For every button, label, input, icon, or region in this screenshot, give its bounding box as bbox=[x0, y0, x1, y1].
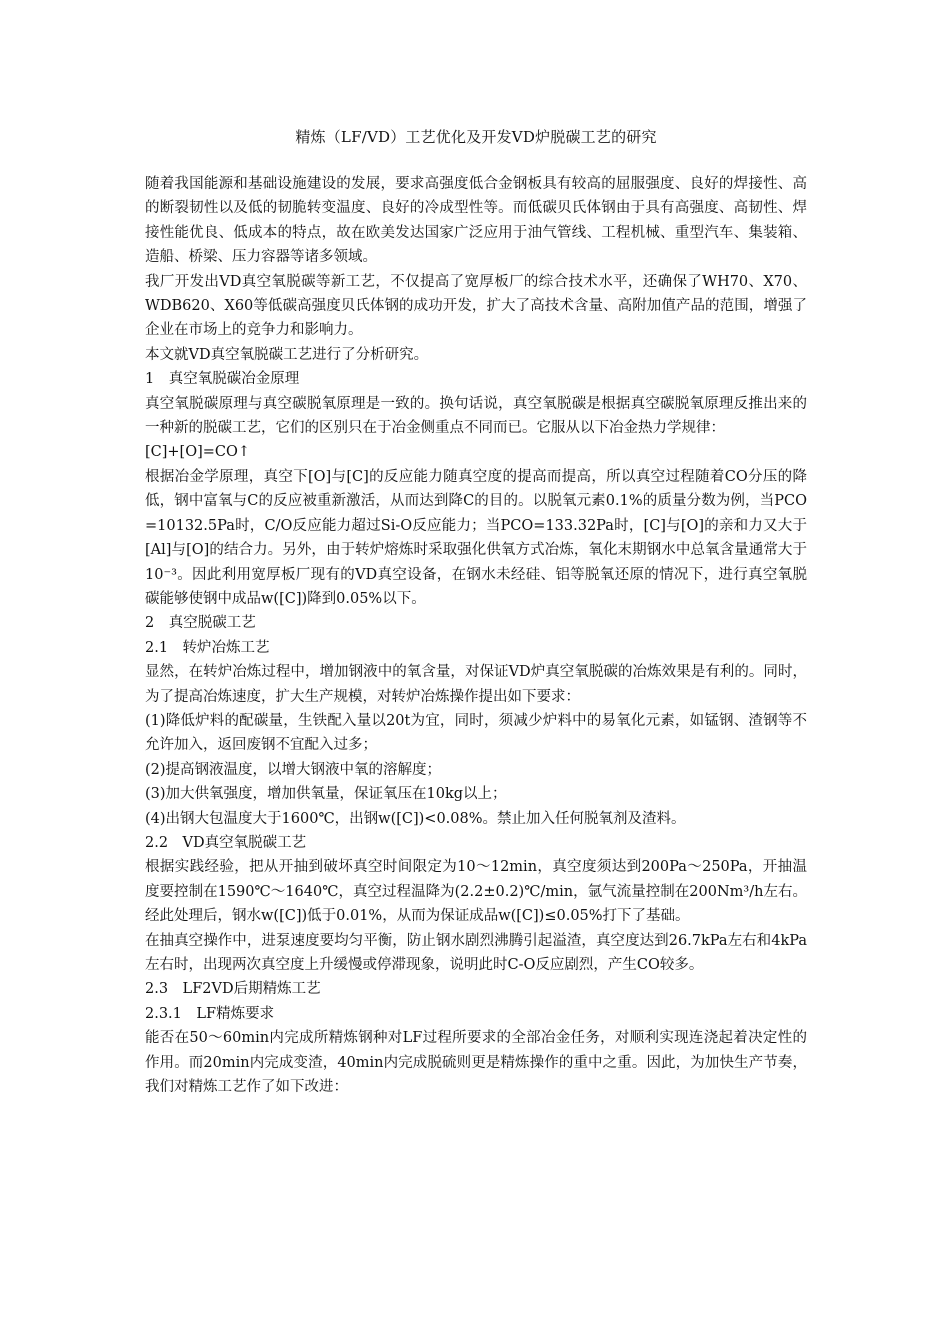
paragraph-development: 我厂开发出VD真空氧脱碳等新工艺，不仅提高了宽厚板厂的综合技术水平，还确保了WH70、X70、WDB620、X60等低碳高强度贝氏体钢的成功开发，扩大了高技术含量、高附加值产品的范围，增强了企业在市场上的竞争力和影响力。 bbox=[145, 273, 807, 339]
paragraph-metallurgy: 根据冶金学原理，真空下[O]与[C]的反应能力随真空度的提高而提高，所以真空过程随着CO分压的降低，钢中富氧与C的反应被重新激活，从而达到降C的目的。以脱氧元素0.1%的质量分数为例，当PCO=10132.5Pa时，C/O反应能力超过Si-O反应能力；当PCO=133.32Pa时，[C]与[O]的亲和力又大于[Al]与[O]的结合力。另外，由于转炉熔炼时采取强化供氧方式冶炼，氧化末期钢水中总氧含量通常大于10⁻³。因此利用宽厚板厂现有的VD真空设备，在钢水未经硅、铝等脱氧还原的情况下，进行真空氧脱碳能够使钢中成品w([C])降到0.05%以下。 bbox=[145, 468, 807, 607]
requirement-item-3: (3)加大供氧强度，增加供氧量，保证氧压在10kg以上； bbox=[145, 786, 507, 803]
equation-line: [C]+[O]=CO↑ bbox=[145, 444, 251, 461]
requirement-item-4: (4)出钢大包温度大于1600℃，出钢w([C])<0.08%。禁止加入任何脱氧剂及渣料。 bbox=[145, 810, 686, 827]
document-body bbox=[145, 172, 807, 1099]
section-heading-2-3: 2.3 LF2VD后期精炼工艺 bbox=[145, 981, 321, 998]
section-heading-2-3-1: 2.3.1 LF精炼要求 bbox=[145, 1005, 275, 1022]
section-heading-2-2: 2.2 VD真空氧脱碳工艺 bbox=[145, 834, 307, 851]
section-heading-2: 2 真空脱碳工艺 bbox=[145, 615, 256, 632]
paragraph-vd-process: 根据实践经验，把从开抽到破坏真空时间限定为10～12min，真空度须达到200Pa～250Pa，开抽温度要控制在1590℃～1640℃，真空过程温降为(2.2±0.2)℃/min，氩气流量控制在200Nm³/h左右。经此处理后，钢水w([C])低于0.01%，从而为保证成品w([C])≤0.05%打下了基础。 bbox=[145, 859, 807, 925]
requirement-item-2: (2)提高钢液温度，以增大钢液中氧的溶解度； bbox=[145, 761, 442, 778]
document-page bbox=[145, 124, 807, 1099]
paragraph-lf-requirements: 能否在50～60min内完成所精炼钢种对LF过程所要求的全部冶金任务，对顺利实现连浇起着决定性的作用。而20min内完成变渣，40min内完成脱硫则更是精炼操作的重中之重。因此，为加快生产节奏，我们对精炼工艺作了如下改进： bbox=[145, 1030, 807, 1096]
section-heading-1: 1 真空氧脱碳冶金原理 bbox=[145, 371, 300, 388]
paragraph-principle: 真空氧脱碳原理与真空碳脱氧原理是一致的。换句话说，真空氧脱碳是根据真空碳脱氧原理反推出来的一种新的脱碳工艺，它们的区别只在于冶金侧重点不同而已。它服从以下冶金热力学规律： bbox=[145, 395, 807, 437]
paragraph-intro: 随着我国能源和基础设施建设的发展，要求高强度低合金钢板具有较高的屈服强度、良好的焊接性、高的断裂韧性以及低的韧脆转变温度、良好的冷成型性等。而低碳贝氏体钢由于具有高强度、高韧性、焊接性能优良、低成本的特点，故在欧美发达国家广泛应用于油气管线、工程机械、重型汽车、集装箱、造船、桥梁、压力容器等诸多领域。 bbox=[145, 176, 807, 266]
document-title: 精炼（LF/VD）工艺优化及开发VD炉脱碳工艺的研究 bbox=[295, 128, 657, 146]
paragraph-scope: 本文就VD真空氧脱碳工艺进行了分析研究。 bbox=[145, 346, 429, 363]
paragraph-converter: 显然，在转炉冶炼过程中，增加钢液中的氧含量，对保证VD炉真空氧脱碳的冶炼效果是有利的。同时，为了提高冶炼速度，扩大生产规模，对转炉冶炼操作提出如下要求： bbox=[145, 664, 807, 705]
section-heading-2-1: 2.1 转炉冶炼工艺 bbox=[145, 639, 270, 656]
requirement-item-1: (1)降低炉料的配碳量，生铁配入量以20t为宜，同时，须减少炉料中的易氧化元素，如锰钢、渣钢等不允许加入，返回废钢不宜配入过多； bbox=[145, 712, 807, 754]
paragraph-vacuum-operation: 在抽真空操作中，进泵速度要均匀平衡，防止钢水剧烈沸腾引起溢渣，真空度达到26.7kPa左右和4kPa左右时，出现两次真空度上升缓慢或停滞现象，说明此时C-O反应剧烈，产生CO较多。 bbox=[145, 932, 807, 973]
